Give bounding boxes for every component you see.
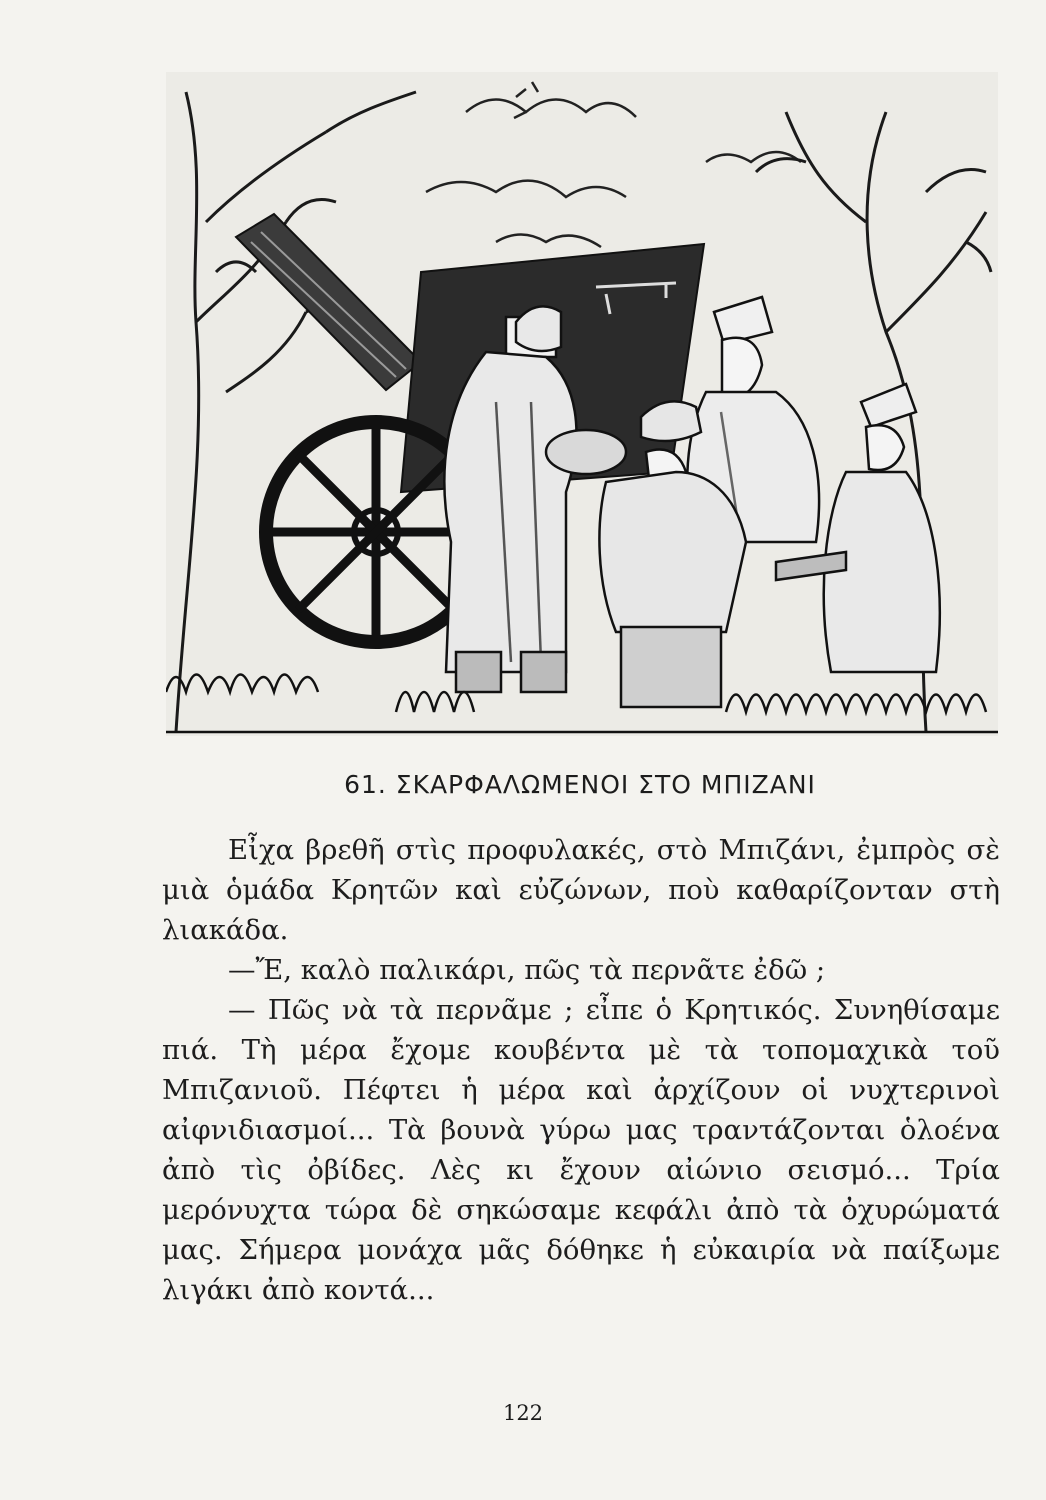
paragraph: — Πῶς νὰ τὰ περνᾶμε ; εἶπε ὁ Κρητικός. Συνηθίσαμε πιά. Τὴ μέρα ἔχομε κουβέντα μὲ τὰ τοπομαχικὰ τοῦ Μπιζανιοῦ. Πέφτει ἡ μέρα καὶ ἀρχίζουν οἱ νυχτερινοὶ αἰφνιδιασμοί... Τὰ βουνὰ γύρω μας τραντάζονται ὁλοένα ἀπὸ τὶς ὀβίδες. Λὲς κι ἔχουν αἰώνιο σεισμό... Τρία μερόνυχτα τώρα δὲ σηκώσαμε κεφάλι ἀπὸ τὰ ὀχυρώματά μας. Σήμερα μονάχα μᾶς δόθηκε ἡ εὐκαιρία νὰ παίξωμε λιγάκι ἀπὸ κοντά...	[162, 994, 1000, 1306]
chapter-body	[162, 830, 1000, 1310]
chapter-title: 61. ΣΚΑΡΦΑΛΩΜΕΝΟΙ ΣΤΟ ΜΠΙΖΑΝΙ	[344, 770, 816, 799]
illustration	[166, 72, 998, 736]
paragraph: —Ἔ, καλὸ παλικάρι, πῶς τὰ περνᾶτε ἐδῶ ;	[228, 954, 826, 986]
artillery-crew-drawing	[166, 72, 998, 736]
paragraph: Εἶχα βρεθῆ στὶς προφυλακές, στὸ Μπιζάνι, ἐμπρὸς σὲ μιὰ ὁμάδα Κρητῶν καὶ εὐζώνων, ποὺ καθαρίζονταν στὴ λιακάδα.	[162, 834, 1000, 946]
page-number: 122	[502, 1401, 544, 1425]
